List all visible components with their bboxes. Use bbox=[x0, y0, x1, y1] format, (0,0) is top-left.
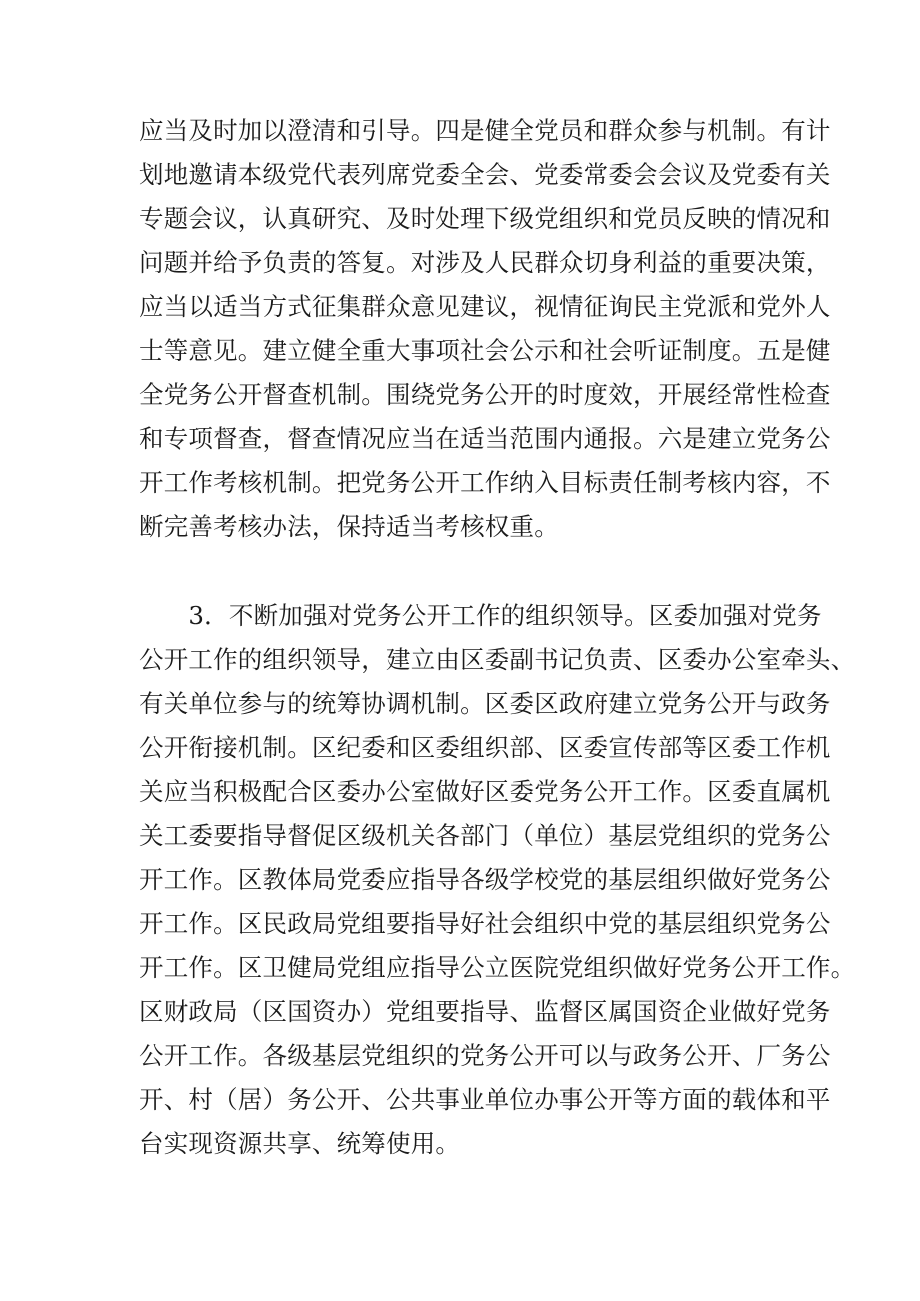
text-line: 台实现资源共享、统筹使用。 bbox=[139, 1129, 461, 1158]
text-line: 关工委要指导督促区级机关各部门（单位）基层党组织的党务公 bbox=[139, 821, 831, 850]
text-line: 公开衔接机制。区纪委和区委组织部、区委宣传部等区委工作机 bbox=[139, 733, 831, 762]
text-line: 应当以适当方式征集群众意见建议，视情征询民主党派和党外人 bbox=[139, 292, 831, 321]
text-line: 开工作。区卫健局党组应指导公立医院党组织做好党务公开工作。 bbox=[139, 953, 856, 982]
paragraph-organizational-leadership bbox=[139, 594, 856, 1166]
text-line: 3．不断加强对党务公开工作的组织领导。区委加强对党务 bbox=[139, 601, 822, 630]
text-line: 士等意见。建立健全重大事项社会公示和社会听证制度。五是健 bbox=[139, 336, 831, 365]
text-line: 专题会议，认真研究、及时处理下级党组织和党员反映的情况和 bbox=[139, 204, 831, 233]
text-line: 划地邀请本级党代表列席党委全会、党委常委会会议及党委有关 bbox=[139, 160, 831, 189]
text-line: 开工作考核机制。把党务公开工作纳入目标责任制考核内容，不 bbox=[139, 468, 831, 497]
text-line: 问题并给予负责的答复。对涉及人民群众切身利益的重要决策， bbox=[139, 248, 831, 277]
text-line: 开工作。区民政局党组要指导好社会组织中党的基层组织党务公 bbox=[139, 909, 831, 938]
text-line: 公开工作的组织领导，建立由区委副书记负责、区委办公室牵头、 bbox=[139, 645, 856, 674]
text-line: 有关单位参与的统筹协调机制。区委区政府建立党务公开与政务 bbox=[139, 689, 831, 718]
text-line: 公开工作。各级基层党组织的党务公开可以与政务公开、厂务公 bbox=[139, 1041, 831, 1070]
text-line: 应当及时加以澄清和引导。四是健全党员和群众参与机制。有计 bbox=[139, 116, 831, 145]
text-line: 开、村（居）务公开、公共事业单位办事公开等方面的载体和平 bbox=[139, 1085, 831, 1114]
text-line: 关应当积极配合区委办公室做好区委党务公开工作。区委直属机 bbox=[139, 777, 831, 806]
text-line: 断完善考核办法，保持适当考核权重。 bbox=[139, 512, 559, 541]
text-line: 全党务公开督查机制。围绕党务公开的时度效，开展经常性检查 bbox=[139, 380, 831, 409]
text-line: 区财政局（区国资办）党组要指导、监督区属国资企业做好党务 bbox=[139, 997, 831, 1026]
text-line: 和专项督查，督查情况应当在适当范围内通报。六是建立党务公 bbox=[139, 424, 831, 453]
paragraph-participation-mechanisms bbox=[139, 109, 831, 549]
text-line: 开工作。区教体局党委应指导各级学校党的基层组织做好党务公 bbox=[139, 865, 831, 894]
